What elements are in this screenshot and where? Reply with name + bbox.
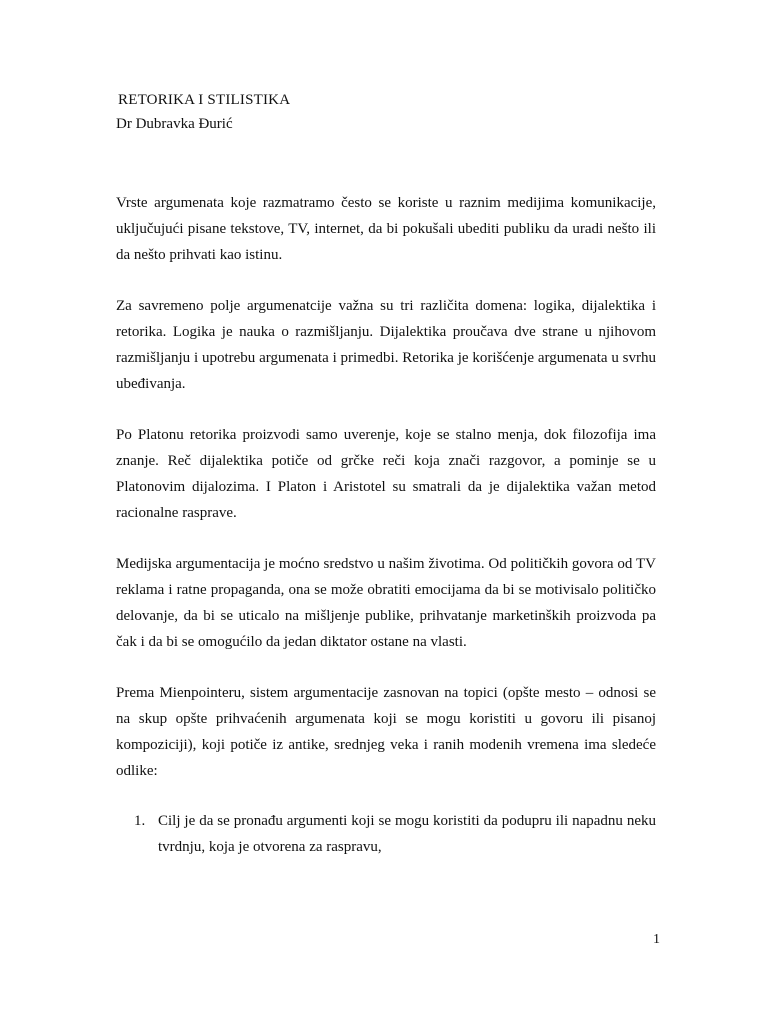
list-item-text: Cilj je da se pronađu argumenti koji se mogu koristiti da podupru ili napadnu neku tvrdnju, koja je otvorena za raspravu, [158, 813, 656, 855]
document-header [116, 88, 676, 136]
numbered-list [116, 808, 656, 860]
document-title: RETORIKA I STILISTIKA [118, 92, 291, 108]
list-item-number: 1. [134, 813, 146, 829]
document-body [116, 190, 656, 860]
paragraph: Za savremeno polje argumenatcije važna su tri različita domena: logika, dijalektika i retorika. Logika je nauka o razmišljanju. Dijalektika proučava dve strane u njihovom razmišljanju i upotrebu argumenata i primedbi. Retorika je korišćenje argumenata u svrhu ubeđivanja. [116, 298, 656, 392]
list-item [116, 808, 656, 860]
paragraph: Vrste argumenata koje razmatramo često se koriste u raznim medijima komunikacije, uključujući pisane tekstove, TV, internet, da bi pokušali ubediti publiku da uradi nešto ili da nešto prihvati kao istinu. [116, 195, 656, 263]
page-number: 1 [653, 932, 660, 947]
paragraph: Po Platonu retorika proizvodi samo uverenje, koje se stalno menja, dok filozofija ima znanje. Reč dijalektika potiče od grčke reči koja znači razgovor, a pominje se u Platonovim dijalozima. I Platon i Aristotel su smatrali da je dijalektika važan metod racionalne rasprave. [116, 427, 656, 521]
paragraph: Medijska argumentacija je moćno sredstvo u našim životima. Od političkih govora od TV reklama i ratne propaganda, ona se može obratiti emocijama da bi se motivisalo političko delovanje, da bi se uticalo na mišljenje publike, prihvatanje marketinških proizvoda pa čak i da bi se omogućilo da jedan diktator ostane na vlasti. [116, 556, 656, 650]
paragraph: Prema Mienpointeru, sistem argumentacije zasnovan na topici (opšte mesto – odnosi se na skup opšte prihvaćenih argumenata koji se mogu koristiti u govoru ili pisanoj kompoziciji), koji potiče iz antike, srednjeg veka i ranih modenih vremena ima sledeće odlike: [116, 685, 656, 779]
document-author: Dr Dubravka Đurić [116, 116, 233, 132]
